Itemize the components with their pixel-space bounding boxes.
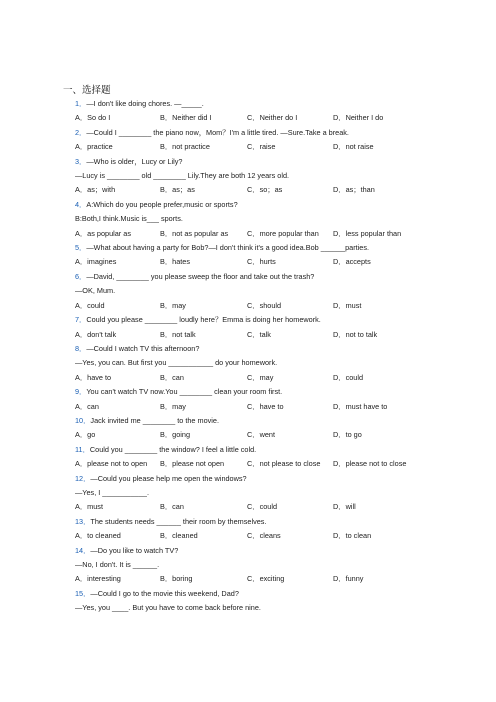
answer-option: B．may xyxy=(160,300,186,310)
answer-option: B．not talk xyxy=(160,329,196,339)
answer-option: D．please not to close xyxy=(333,459,407,469)
answer-option: A．interesting xyxy=(75,574,121,584)
answer-option: B．cleaned xyxy=(160,531,198,541)
answer-option: C．more popular than xyxy=(247,228,319,238)
answer-option: D．less popular than xyxy=(333,228,402,238)
options-row xyxy=(75,111,475,125)
answer-option: D．funny xyxy=(333,574,364,584)
answer-option: C．cleans xyxy=(247,531,281,541)
question-number: 6． xyxy=(75,271,87,281)
answer-option: D．could xyxy=(333,372,364,382)
question-stem xyxy=(75,313,475,327)
answer-option: B．can xyxy=(160,502,184,512)
options-row xyxy=(75,428,475,442)
question-stem xyxy=(75,587,475,601)
question-line xyxy=(75,601,475,615)
question-text: —David, ________ you please sweep the floor and take out the trash? xyxy=(86,271,315,281)
options-row xyxy=(75,500,475,514)
question-text: A:Which do you people prefer,music or sports? xyxy=(86,199,238,209)
answer-option: A．to cleaned xyxy=(75,531,121,541)
question-text: —No, I don't. It is ______. xyxy=(75,560,160,569)
question-stem xyxy=(75,198,475,212)
question-item xyxy=(75,515,475,544)
question-stem xyxy=(75,126,475,140)
answer-option: B．please not open xyxy=(160,459,225,469)
options-row xyxy=(75,227,475,241)
options-row xyxy=(75,140,475,154)
question-stem xyxy=(75,414,475,428)
answer-option: B．not practice xyxy=(160,142,210,152)
question-line xyxy=(75,169,475,183)
answer-option: B．may xyxy=(160,401,186,411)
question-text: —Yes, I ___________. xyxy=(75,487,149,497)
answer-option: C．not please to close xyxy=(247,459,321,469)
question-stem xyxy=(75,443,475,457)
answer-option: C．may xyxy=(247,372,274,382)
question-number: 4． xyxy=(75,199,87,209)
question-text: —Could you please help me open the windows? xyxy=(90,473,247,483)
question-number: 11． xyxy=(75,444,90,454)
answer-option: A．go xyxy=(75,430,96,440)
answer-option: C．have to xyxy=(247,401,284,411)
question-line xyxy=(75,356,475,370)
question-text: Jack invited me ________ to the movie. xyxy=(90,415,220,425)
question-line xyxy=(75,558,475,572)
question-text: The students needs ______ their room by themselves. xyxy=(90,516,267,526)
answer-option: B．boring xyxy=(160,574,193,584)
question-item xyxy=(75,385,475,414)
question-text: Could you ________ the window? I feel a little cold. xyxy=(89,444,257,454)
question-line xyxy=(75,284,475,298)
answer-option: D．accepts xyxy=(333,257,371,267)
answer-option: C．went xyxy=(247,430,275,440)
answer-option: D．must xyxy=(333,300,362,310)
answer-option: A．as popular as xyxy=(75,228,131,238)
question-item xyxy=(75,198,475,241)
question-stem xyxy=(75,155,475,169)
answer-option: C．should xyxy=(247,300,282,310)
options-row xyxy=(75,371,475,385)
answer-option: A．please not to open xyxy=(75,459,148,469)
question-stem xyxy=(75,270,475,284)
question-number: 5． xyxy=(75,243,87,253)
answer-option: A．as；with xyxy=(75,185,116,195)
question-number: 7． xyxy=(75,315,87,325)
question-text: —Could I ________ the piano now，Mom？I'm a little tired. —Sure.Take a break. xyxy=(86,127,349,137)
question-stem xyxy=(75,472,475,486)
answer-option: A．imagines xyxy=(75,257,117,267)
question-stem xyxy=(75,97,475,111)
answer-option: C．could xyxy=(247,502,278,512)
question-text: Could you please ________ loudly here？Emma is doing her homework. xyxy=(86,315,321,325)
question-text: —I don't like doing chores. —_____. xyxy=(86,99,204,108)
question-item xyxy=(75,155,475,198)
question-text: —Could I watch TV this afternoon? xyxy=(86,343,200,353)
question-text: B:Both,I think.Music is___ sports. xyxy=(75,214,183,224)
answer-option: D．must have to xyxy=(333,401,388,411)
answer-option: D．as；than xyxy=(333,185,375,195)
answer-option: A．have to xyxy=(75,372,112,382)
question-number: 9． xyxy=(75,387,87,397)
options-row xyxy=(75,529,475,543)
question-item xyxy=(75,414,475,443)
question-stem xyxy=(75,515,475,529)
question-stem xyxy=(75,544,475,558)
question-number: 8． xyxy=(75,343,87,353)
question-text: You can't watch TV now.You ________ clean your room first. xyxy=(86,387,283,397)
question-number: 3． xyxy=(75,156,87,166)
answer-option: B．as；as xyxy=(160,185,195,195)
question-text: —Lucy is ________ old ________ Lily.They are both 12 years old. xyxy=(75,171,290,181)
options-row xyxy=(75,255,475,269)
question-list xyxy=(75,97,475,616)
answer-option: B．Neither did I xyxy=(160,113,212,123)
question-item xyxy=(75,97,475,126)
answer-option: A．So do I xyxy=(75,113,111,123)
options-row xyxy=(75,400,475,414)
answer-option: D．not raise xyxy=(333,142,374,152)
answer-option: D．not to talk xyxy=(333,329,378,339)
question-text: —Could I go to the movie this weekend, Dad? xyxy=(90,588,239,598)
question-number: 14． xyxy=(75,545,91,555)
answer-option: C．talk xyxy=(247,329,271,339)
question-number: 2． xyxy=(75,127,87,137)
question-text: —Yes, you can. But first you ___________ do your homework. xyxy=(75,358,278,368)
question-line xyxy=(75,212,475,226)
answer-option: B．hates xyxy=(160,257,191,267)
answer-option: D．Neither I do xyxy=(333,113,384,123)
answer-option: A．practice xyxy=(75,142,113,152)
answer-option: A．don't talk xyxy=(75,329,117,339)
question-stem xyxy=(75,385,475,399)
question-text: —OK, Mum. xyxy=(75,286,116,296)
options-row xyxy=(75,572,475,586)
answer-option: C．exciting xyxy=(247,574,285,584)
question-item xyxy=(75,270,475,313)
question-item xyxy=(75,126,475,155)
answer-option: C．Neither do I xyxy=(247,113,298,123)
answer-option: C．raise xyxy=(247,142,276,152)
section-title: 一、选择题 xyxy=(63,85,111,96)
question-text: —What about having a party for Bob?—I don't think it's a good idea.Bob ______parties. xyxy=(86,243,370,253)
question-item xyxy=(75,342,475,385)
question-text: —Yes, you ____. But you have to come back before nine. xyxy=(75,603,261,613)
answer-option: B．can xyxy=(160,372,184,382)
question-text: —Do you like to watch TV? xyxy=(90,545,179,555)
question-item xyxy=(75,443,475,472)
answer-option: B．not as popular as xyxy=(160,228,229,238)
answer-option: C．so；as xyxy=(247,185,283,195)
answer-option: D．to go xyxy=(333,430,362,440)
question-number: 12． xyxy=(75,473,91,483)
question-number: 13． xyxy=(75,516,91,526)
question-number: 1． xyxy=(75,99,87,108)
question-number: 10． xyxy=(75,415,91,425)
options-row xyxy=(75,328,475,342)
answer-option: D．to clean xyxy=(333,531,372,541)
answer-option: B．going xyxy=(160,430,191,440)
answer-option: A．can xyxy=(75,401,99,411)
options-row xyxy=(75,457,475,471)
question-item xyxy=(75,587,475,616)
question-item xyxy=(75,313,475,342)
question-line xyxy=(75,486,475,500)
answer-option: A．must xyxy=(75,502,103,512)
options-row xyxy=(75,299,475,313)
options-row xyxy=(75,183,475,197)
question-item xyxy=(75,241,475,270)
question-number: 15． xyxy=(75,588,91,598)
answer-option: A．could xyxy=(75,300,105,310)
question-text: —Who is older，Lucy or Lily? xyxy=(86,156,183,166)
question-stem xyxy=(75,342,475,356)
answer-option: D．will xyxy=(333,502,356,512)
question-stem xyxy=(75,241,475,255)
question-item xyxy=(75,544,475,587)
answer-option: C．hurts xyxy=(247,257,276,267)
question-item xyxy=(75,472,475,515)
